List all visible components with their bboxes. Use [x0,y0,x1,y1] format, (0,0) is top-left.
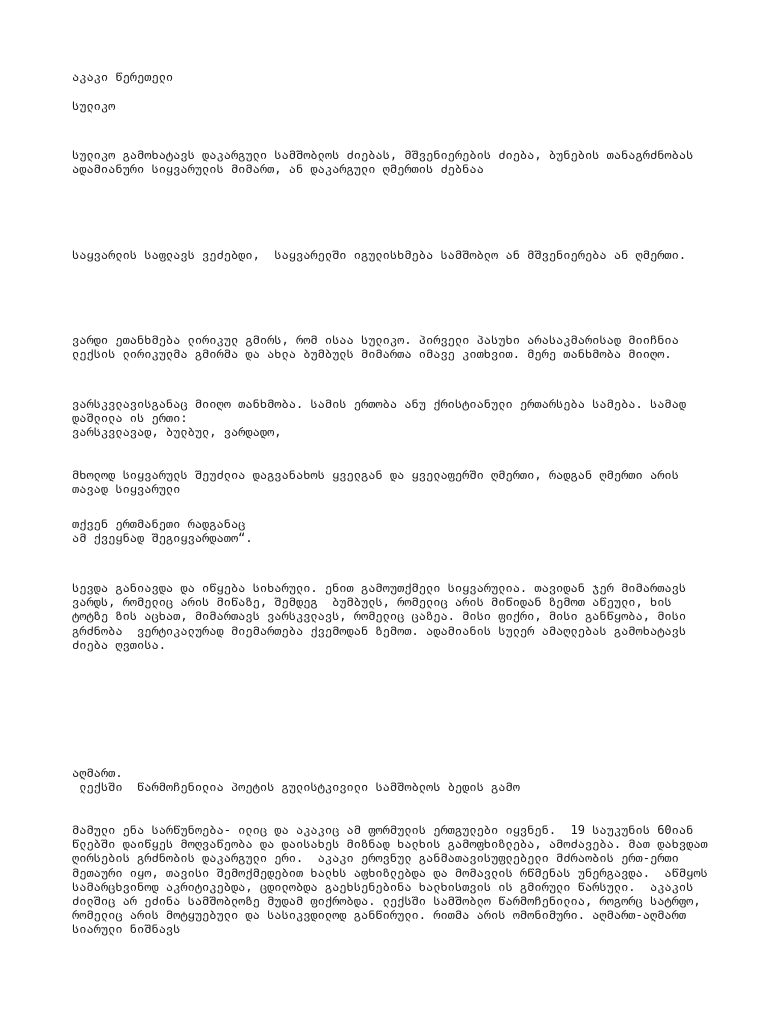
paragraph-7: სევდა განიავდა და იწყება სიხარული. ენით გამოუთქმელი სიყვარულია. თავიდან ჯერ მიმართავს ვარდს, რომელიც არის მიწაზე, შემდეგ ბუმბულს, რომელიც არის მიწიდან ზემოთ აწეული, ხის ტოტზე ზის აცხათ, მიმართავს ვარსკვლავს, რომელიც ცაზეა. მისი ფიქრი, მისი განწყობა, მისი გრძნობა ვერტიკალურად მიემართება ქვემოდან ზემოთ. ადამიანის სულერ ამაღლებას გამოხატავს ძიება ღვთისა. [72,581,694,652]
paragraph-5: მხოლოდ სიყვარულს შეუძლია დაგვანახოს ყველგან და ყველაფერში ღმერთი, რადგან ღმერთი არის თავად სიყვარული [72,468,687,497]
paragraph-4: ვარსკვლავისგანაც მიიღო თანხმობა. სამის ერთობა ანუ ქრისტიანული ერთარსება სამება. სამად დაშლილა ის ერთი: ვარსკვლავად, ბულბულ, ვარდადო, [72,397,687,440]
author-name: აკაკი წერეთელი [72,70,174,84]
paragraph-8: აღმართ. ლექსში წარმოჩენილია პოეტის გულისტკივილი სამშობლოს ბედის გამო [72,766,520,795]
paragraph-3: ვარდი ეთანხმება ლირიკულ გმირს, რომ ისაა სულიკო. პირველი პასუხი არასაკმარისად მიიჩნია ლექსის ლირიკულმა გმირმა და ახლა ბუმბულს მიმართა იმავე კითხვით. მერე თანხმობა მიიღო. [72,333,687,362]
poem-title: სულიკო [72,99,116,113]
paragraph-2: საყვარლის საფლავს ვეძებდი, საყვარელში იგულისხმება სამშობლო ან მშვენიერება ან ღმერთი. [72,248,687,262]
paragraph-1: სულიკო გამოხატავს დაკარგული სამშობლოს ძიებას, მშვენიერების ძიება, ბუნების თანაგრძნობას ადამიანური სიყვარულის მიმართ, ან დაკარგული ღმერთის ძებნაა [72,148,701,177]
paragraph-9: მამული ენა სარწუნოება- ილიც და აკაკიც ამ ფორმულის ერთგულები იყვნენ. 19 საუკუნის 60იან წლებში დაიწყეს მოღვაწეობა და დაისახეს მიზნად ხალხის გამოფხიზლება, ამოძავება. მათ დახვდათ ღირსების გრძნობის დაკარგული ერი. აკაკი ეროვნულ განმათავისუფლებელი მძრაობის ერთ-ერთი მეთაური იყო, თავისი შემოქმედებით ხალხს აფხიზლებდა და მომავლის რწმენას უნერგავდა. აწმყოს სამარცხვინოდ აკრიტიკებდა, ცდილობდა გაეხსენებინა ხალხისთვის ის გმირული წარსული. აკაკის ძილშიც არ ეძინა სამშობლოზე მუდამ ფიქრობდა. ლექსში სამშობლო წარმოჩენილია, როგორც სატრფო, რომელიც არის მოტყუებული და სასიკვდილოდ განწირული. რითმა არის ომონიმური. აღმართ-აღმართ სიარული ნიშნავს [72,823,715,937]
paragraph-6: თქვენ ერთმანეთი რადგანაც ამ ქვეყნად შეგიყვარდათო“. [72,517,253,546]
